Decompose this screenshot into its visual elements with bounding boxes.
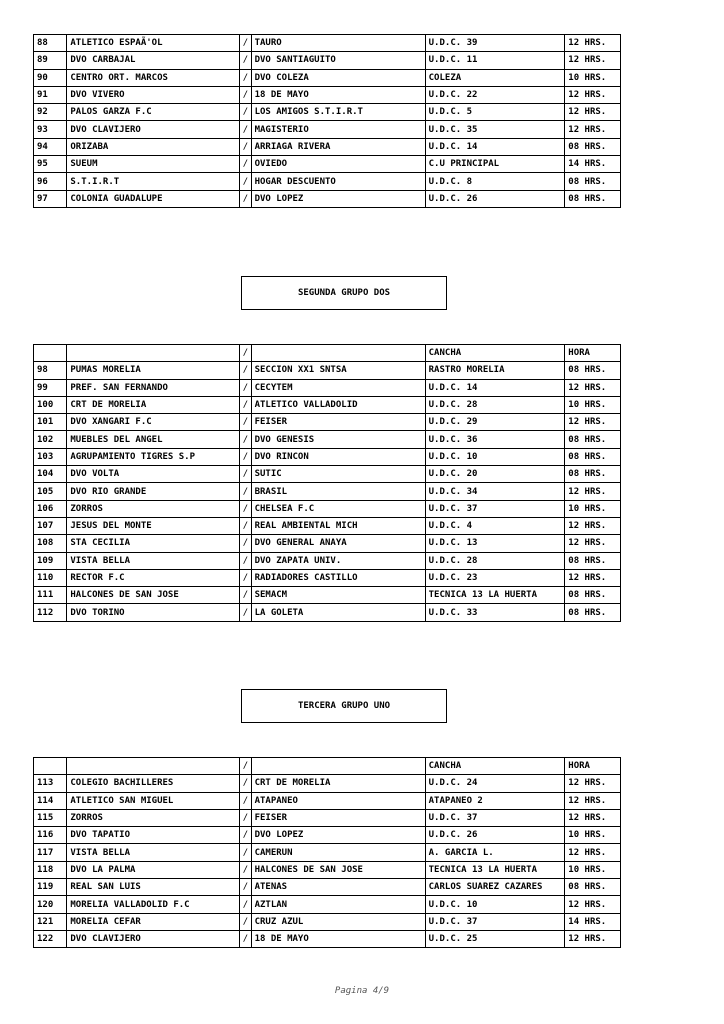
cancha: U.D.C. 34 xyxy=(425,483,565,500)
hora: 12 HRS. xyxy=(565,792,621,809)
table-row xyxy=(34,792,621,809)
cancha: U.D.C. 33 xyxy=(425,604,565,621)
match-number: 108 xyxy=(34,535,67,552)
away-team: HALCONES DE SAN JOSE xyxy=(251,861,425,878)
away-team: 18 DE MAYO xyxy=(251,930,425,947)
hora: 08 HRS. xyxy=(565,431,621,448)
cancha: RASTRO MORELIA xyxy=(425,362,565,379)
match-number: 116 xyxy=(34,827,67,844)
match-number: 95 xyxy=(34,156,67,173)
versus-separator: / xyxy=(240,156,251,173)
away-team: DVO ZAPATA UNIV. xyxy=(251,552,425,569)
versus-separator: / xyxy=(240,535,251,552)
match-number: 99 xyxy=(34,379,67,396)
versus-separator: / xyxy=(240,879,251,896)
hora: 12 HRS. xyxy=(565,517,621,534)
table-row xyxy=(34,552,621,569)
away-team: CHELSEA F.C xyxy=(251,500,425,517)
home-team: DVO TAPATIO xyxy=(67,827,240,844)
versus-separator: / xyxy=(240,552,251,569)
away-team: SEMACM xyxy=(251,587,425,604)
table-row xyxy=(34,861,621,878)
cancha: U.D.C. 20 xyxy=(425,466,565,483)
table-row xyxy=(34,930,621,947)
home-team: S.T.I.R.T xyxy=(67,173,240,190)
match-number: 106 xyxy=(34,500,67,517)
cancha: COLEZA xyxy=(425,69,565,86)
hora: 12 HRS. xyxy=(565,775,621,792)
away-team: FEISER xyxy=(251,809,425,826)
hora: 12 HRS. xyxy=(565,896,621,913)
hora: 08 HRS. xyxy=(565,190,621,207)
table-row xyxy=(34,535,621,552)
versus-separator: / xyxy=(240,569,251,586)
versus-separator: / xyxy=(240,362,251,379)
away-team: FEISER xyxy=(251,414,425,431)
cancha: U.D.C. 28 xyxy=(425,552,565,569)
versus-separator: / xyxy=(240,190,251,207)
versus-separator: / xyxy=(240,775,251,792)
away-team: ATLETICO VALLADOLID xyxy=(251,396,425,413)
hora: 12 HRS. xyxy=(565,569,621,586)
header-versus-separator: / xyxy=(240,758,251,775)
header-hora: HORA xyxy=(565,758,621,775)
match-number: 92 xyxy=(34,104,67,121)
home-team: CRT DE MORELIA xyxy=(67,396,240,413)
away-team: CRT DE MORELIA xyxy=(251,775,425,792)
table-row xyxy=(34,414,621,431)
home-team: DVO CLAVIJERO xyxy=(67,121,240,138)
match-number: 121 xyxy=(34,913,67,930)
header-versus-separator: / xyxy=(240,345,251,362)
table-row xyxy=(34,569,621,586)
hora: 12 HRS. xyxy=(565,535,621,552)
away-team: DVO COLEZA xyxy=(251,69,425,86)
cancha: U.D.C. 25 xyxy=(425,930,565,947)
hora: 12 HRS. xyxy=(565,809,621,826)
header-cancha: CANCHA xyxy=(425,758,565,775)
table-header xyxy=(34,758,621,775)
match-number: 101 xyxy=(34,414,67,431)
header-hora: HORA xyxy=(565,345,621,362)
versus-separator: / xyxy=(240,379,251,396)
cancha: U.D.C. 26 xyxy=(425,827,565,844)
cancha: U.D.C. 39 xyxy=(425,35,565,52)
match-number: 102 xyxy=(34,431,67,448)
table-row xyxy=(34,775,621,792)
match-number: 98 xyxy=(34,362,67,379)
away-team: CRUZ AZUL xyxy=(251,913,425,930)
home-team: PALOS GARZA F.C xyxy=(67,104,240,121)
home-team: COLONIA GUADALUPE xyxy=(67,190,240,207)
home-team: STA CECILIA xyxy=(67,535,240,552)
header-away-team xyxy=(251,345,425,362)
away-team: DVO GENESIS xyxy=(251,431,425,448)
match-number: 122 xyxy=(34,930,67,947)
away-team: TAURO xyxy=(251,35,425,52)
away-team: BRASIL xyxy=(251,483,425,500)
versus-separator: / xyxy=(240,517,251,534)
home-team: ATLETICO SAN MIGUEL xyxy=(67,792,240,809)
home-team: PREF. SAN FERNANDO xyxy=(67,379,240,396)
away-team: LOS AMIGOS S.T.I.R.T xyxy=(251,104,425,121)
cancha: U.D.C. 26 xyxy=(425,190,565,207)
header-match-number xyxy=(34,345,67,362)
home-team: VISTA BELLA xyxy=(67,552,240,569)
cancha: U.D.C. 5 xyxy=(425,104,565,121)
cancha: ATAPANEO 2 xyxy=(425,792,565,809)
table-row xyxy=(34,913,621,930)
table-row xyxy=(34,121,621,138)
table-row xyxy=(34,69,621,86)
table-body xyxy=(34,362,621,621)
cancha: U.D.C. 14 xyxy=(425,138,565,155)
match-number: 88 xyxy=(34,35,67,52)
table-row xyxy=(34,844,621,861)
home-team: DVO TORINO xyxy=(67,604,240,621)
versus-separator: / xyxy=(240,587,251,604)
match-number: 94 xyxy=(34,138,67,155)
table-row xyxy=(34,35,621,52)
header-row xyxy=(34,758,621,775)
cancha: U.D.C. 11 xyxy=(425,52,565,69)
home-team: ATLETICO ESPAÃ'OL xyxy=(67,35,240,52)
away-team: SUTIC xyxy=(251,466,425,483)
cancha: U.D.C. 29 xyxy=(425,414,565,431)
away-team: DVO LOPEZ xyxy=(251,190,425,207)
home-team: MUEBLES DEL ANGEL xyxy=(67,431,240,448)
table-row xyxy=(34,138,621,155)
away-team: HOGAR DESCUENTO xyxy=(251,173,425,190)
home-team: COLEGIO BACHILLERES xyxy=(67,775,240,792)
match-number: 115 xyxy=(34,809,67,826)
cancha: U.D.C. 37 xyxy=(425,809,565,826)
versus-separator: / xyxy=(240,448,251,465)
cancha: U.D.C. 13 xyxy=(425,535,565,552)
header-home-team xyxy=(67,758,240,775)
hora: 12 HRS. xyxy=(565,379,621,396)
cancha: U.D.C. 37 xyxy=(425,913,565,930)
away-team: 18 DE MAYO xyxy=(251,86,425,103)
table-row xyxy=(34,362,621,379)
hora: 14 HRS. xyxy=(565,913,621,930)
home-team: DVO LA PALMA xyxy=(67,861,240,878)
header-home-team xyxy=(67,345,240,362)
hora: 12 HRS. xyxy=(565,104,621,121)
versus-separator: / xyxy=(240,52,251,69)
hora: 12 HRS. xyxy=(565,52,621,69)
hora: 10 HRS. xyxy=(565,827,621,844)
versus-separator: / xyxy=(240,809,251,826)
versus-separator: / xyxy=(240,844,251,861)
hora: 10 HRS. xyxy=(565,861,621,878)
versus-separator: / xyxy=(240,121,251,138)
cancha: CARLOS SUAREZ CAZARES xyxy=(425,879,565,896)
versus-separator: / xyxy=(240,792,251,809)
hora: 08 HRS. xyxy=(565,466,621,483)
away-team: DVO GENERAL ANAYA xyxy=(251,535,425,552)
cancha: U.D.C. 10 xyxy=(425,448,565,465)
away-team: RADIADORES CASTILLO xyxy=(251,569,425,586)
cancha: U.D.C. 24 xyxy=(425,775,565,792)
hora: 10 HRS. xyxy=(565,500,621,517)
home-team: SUEUM xyxy=(67,156,240,173)
cancha: U.D.C. 37 xyxy=(425,500,565,517)
versus-separator: / xyxy=(240,913,251,930)
away-team: AZTLAN xyxy=(251,896,425,913)
table-row xyxy=(34,466,621,483)
table-row xyxy=(34,379,621,396)
home-team: REAL SAN LUIS xyxy=(67,879,240,896)
versus-separator: / xyxy=(240,483,251,500)
table-row xyxy=(34,52,621,69)
cancha: U.D.C. 35 xyxy=(425,121,565,138)
table-row xyxy=(34,604,621,621)
match-number: 118 xyxy=(34,861,67,878)
match-number: 89 xyxy=(34,52,67,69)
hora: 08 HRS. xyxy=(565,587,621,604)
match-table-tercera xyxy=(33,757,621,948)
cancha: U.D.C. 23 xyxy=(425,569,565,586)
versus-separator: / xyxy=(240,35,251,52)
home-team: DVO XANGARI F.C xyxy=(67,414,240,431)
home-team: HALCONES DE SAN JOSE xyxy=(67,587,240,604)
match-number: 112 xyxy=(34,604,67,621)
cancha: U.D.C. 28 xyxy=(425,396,565,413)
table-row xyxy=(34,156,621,173)
table-row xyxy=(34,86,621,103)
table-row xyxy=(34,517,621,534)
away-team: SECCION XX1 SNTSA xyxy=(251,362,425,379)
versus-separator: / xyxy=(240,86,251,103)
hora: 08 HRS. xyxy=(565,604,621,621)
table-body xyxy=(34,35,621,208)
table-body xyxy=(34,775,621,948)
section-title-segunda-grupo-dos: SEGUNDA GRUPO DOS xyxy=(241,276,447,310)
versus-separator: / xyxy=(240,861,251,878)
match-number: 113 xyxy=(34,775,67,792)
hora: 08 HRS. xyxy=(565,362,621,379)
away-team: DVO RINCON xyxy=(251,448,425,465)
cancha: TECNICA 13 LA HUERTA xyxy=(425,861,565,878)
away-team: ARRIAGA RIVERA xyxy=(251,138,425,155)
versus-separator: / xyxy=(240,604,251,621)
versus-separator: / xyxy=(240,466,251,483)
versus-separator: / xyxy=(240,138,251,155)
table-row xyxy=(34,809,621,826)
hora: 08 HRS. xyxy=(565,448,621,465)
cancha: TECNICA 13 LA HUERTA xyxy=(425,587,565,604)
cancha: U.D.C. 14 xyxy=(425,379,565,396)
cancha: U.D.C. 36 xyxy=(425,431,565,448)
home-team: VISTA BELLA xyxy=(67,844,240,861)
hora: 12 HRS. xyxy=(565,121,621,138)
cancha: U.D.C. 10 xyxy=(425,896,565,913)
match-number: 104 xyxy=(34,466,67,483)
cancha: U.D.C. 4 xyxy=(425,517,565,534)
versus-separator: / xyxy=(240,930,251,947)
versus-separator: / xyxy=(240,896,251,913)
away-team: ATAPANEO xyxy=(251,792,425,809)
versus-separator: / xyxy=(240,827,251,844)
versus-separator: / xyxy=(240,396,251,413)
cancha: U.D.C. 22 xyxy=(425,86,565,103)
page-number: Pagina 4/9 xyxy=(334,986,390,996)
match-number: 96 xyxy=(34,173,67,190)
away-team: MAGISTERIO xyxy=(251,121,425,138)
table-row xyxy=(34,879,621,896)
match-number: 105 xyxy=(34,483,67,500)
home-team: DVO CARBAJAL xyxy=(67,52,240,69)
hora: 08 HRS. xyxy=(565,879,621,896)
table-header xyxy=(34,345,621,362)
home-team: MORELIA CEFAR xyxy=(67,913,240,930)
hora: 08 HRS. xyxy=(565,552,621,569)
cancha: U.D.C. 8 xyxy=(425,173,565,190)
match-number: 90 xyxy=(34,69,67,86)
match-number: 109 xyxy=(34,552,67,569)
match-number: 91 xyxy=(34,86,67,103)
home-team: ZORROS xyxy=(67,500,240,517)
hora: 12 HRS. xyxy=(565,414,621,431)
section-title-tercera-grupo-uno: TERCERA GRUPO UNO xyxy=(241,689,447,723)
away-team: DVO LOPEZ xyxy=(251,827,425,844)
home-team: ORIZABA xyxy=(67,138,240,155)
hora: 12 HRS. xyxy=(565,86,621,103)
versus-separator: / xyxy=(240,104,251,121)
away-team: ATENAS xyxy=(251,879,425,896)
header-match-number xyxy=(34,758,67,775)
match-number: 110 xyxy=(34,569,67,586)
table-row xyxy=(34,448,621,465)
home-team: AGRUPAMIENTO TIGRES S.P xyxy=(67,448,240,465)
table-row xyxy=(34,396,621,413)
match-number: 107 xyxy=(34,517,67,534)
hora: 12 HRS. xyxy=(565,930,621,947)
match-number: 111 xyxy=(34,587,67,604)
versus-separator: / xyxy=(240,500,251,517)
table-row xyxy=(34,190,621,207)
away-team: LA GOLETA xyxy=(251,604,425,621)
match-number: 119 xyxy=(34,879,67,896)
versus-separator: / xyxy=(240,414,251,431)
table-row xyxy=(34,483,621,500)
home-team: RECTOR F.C xyxy=(67,569,240,586)
header-row xyxy=(34,345,621,362)
table-row xyxy=(34,104,621,121)
match-table-segunda xyxy=(33,344,621,622)
versus-separator: / xyxy=(240,173,251,190)
match-number: 100 xyxy=(34,396,67,413)
away-team: OVIEDO xyxy=(251,156,425,173)
home-team: DVO RIO GRANDE xyxy=(67,483,240,500)
home-team: MORELIA VALLADOLID F.C xyxy=(67,896,240,913)
match-number: 93 xyxy=(34,121,67,138)
cancha: C.U PRINCIPAL xyxy=(425,156,565,173)
table-row xyxy=(34,896,621,913)
away-team: REAL AMBIENTAL MICH xyxy=(251,517,425,534)
home-team: DVO VIVERO xyxy=(67,86,240,103)
table-row xyxy=(34,500,621,517)
away-team: CAMERUN xyxy=(251,844,425,861)
table-row xyxy=(34,431,621,448)
table-row xyxy=(34,173,621,190)
header-cancha: CANCHA xyxy=(425,345,565,362)
match-number: 114 xyxy=(34,792,67,809)
home-team: JESUS DEL MONTE xyxy=(67,517,240,534)
home-team: CENTRO ORT. MARCOS xyxy=(67,69,240,86)
hora: 12 HRS. xyxy=(565,483,621,500)
match-number: 120 xyxy=(34,896,67,913)
away-team: DVO SANTIAGUITO xyxy=(251,52,425,69)
hora: 08 HRS. xyxy=(565,173,621,190)
hora: 10 HRS. xyxy=(565,69,621,86)
cancha: A. GARCIA L. xyxy=(425,844,565,861)
table-row xyxy=(34,587,621,604)
hora: 10 HRS. xyxy=(565,396,621,413)
versus-separator: / xyxy=(240,69,251,86)
home-team: DVO CLAVIJERO xyxy=(67,930,240,947)
match-number: 103 xyxy=(34,448,67,465)
table-row xyxy=(34,827,621,844)
away-team: CECYTEM xyxy=(251,379,425,396)
hora: 12 HRS. xyxy=(565,844,621,861)
home-team: ZORROS xyxy=(67,809,240,826)
home-team: PUMAS MORELIA xyxy=(67,362,240,379)
match-number: 117 xyxy=(34,844,67,861)
hora: 14 HRS. xyxy=(565,156,621,173)
match-number: 97 xyxy=(34,190,67,207)
home-team: DVO VOLTA xyxy=(67,466,240,483)
header-away-team xyxy=(251,758,425,775)
versus-separator: / xyxy=(240,431,251,448)
hora: 08 HRS. xyxy=(565,138,621,155)
hora: 12 HRS. xyxy=(565,35,621,52)
match-table-primera xyxy=(33,34,621,208)
